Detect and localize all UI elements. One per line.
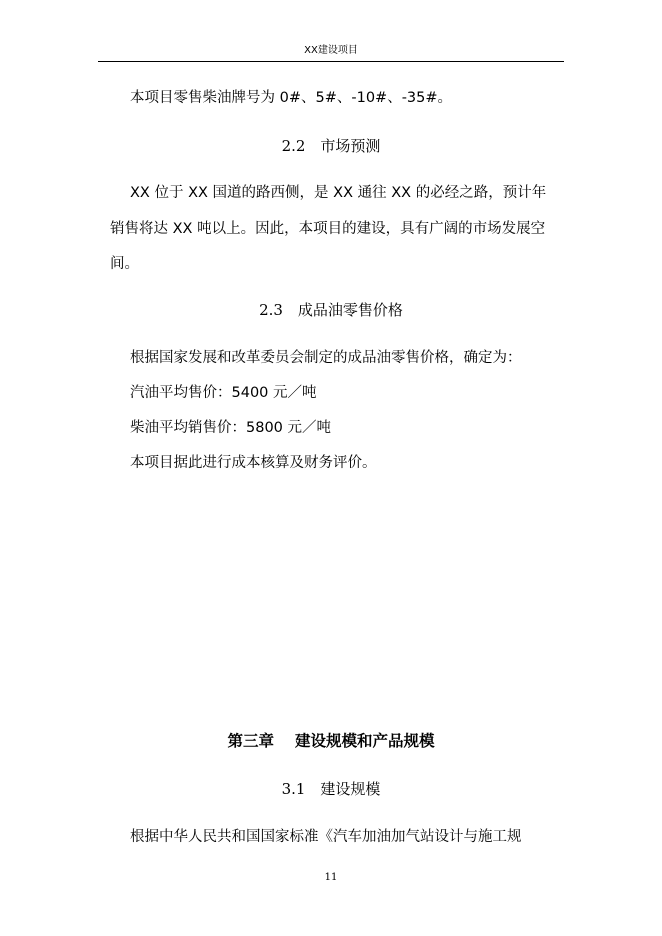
- paragraph-market-line-1: XX 位于 XX 国道的路西侧，是 XX 通往 XX 的必经之路，预计年: [130, 185, 547, 201]
- page-header: XX建设项目: [304, 45, 358, 56]
- paragraph-basis: 本项目据此进行成本核算及财务评价。: [130, 455, 377, 471]
- paragraph-diesel-price: 柴油平均销售价：5800 元／吨: [130, 420, 332, 436]
- header-divider: [98, 61, 564, 62]
- paragraph-standard: 根据中华人民共和国国家标准《汽车加油加气站设计与施工规: [130, 829, 522, 845]
- paragraph-market-line-3: 间。: [110, 256, 139, 272]
- section-heading-3-1: 3.1 建设规模: [281, 780, 381, 798]
- paragraph-gasoline-price: 汽油平均售价：5400 元／吨: [130, 385, 317, 401]
- section-heading-2-2: 2.2 市场预测: [281, 137, 381, 155]
- paragraph-market-line-2: 销售将达 XX 吨以上。因此，本项目的建设，具有广阔的市场发展空: [110, 221, 546, 237]
- paragraph-diesel-grades: 本项目零售柴油牌号为 0#、5#、-10#、-35#。: [130, 90, 453, 106]
- page-number: 11: [324, 872, 338, 883]
- chapter-title-3: 第三章 建设规模和产品规模: [227, 732, 435, 750]
- section-heading-2-3: 2.3 成品油零售价格: [259, 301, 403, 319]
- paragraph-price-intro: 根据国家发展和改革委员会制定的成品油零售价格，确定为：: [130, 350, 522, 366]
